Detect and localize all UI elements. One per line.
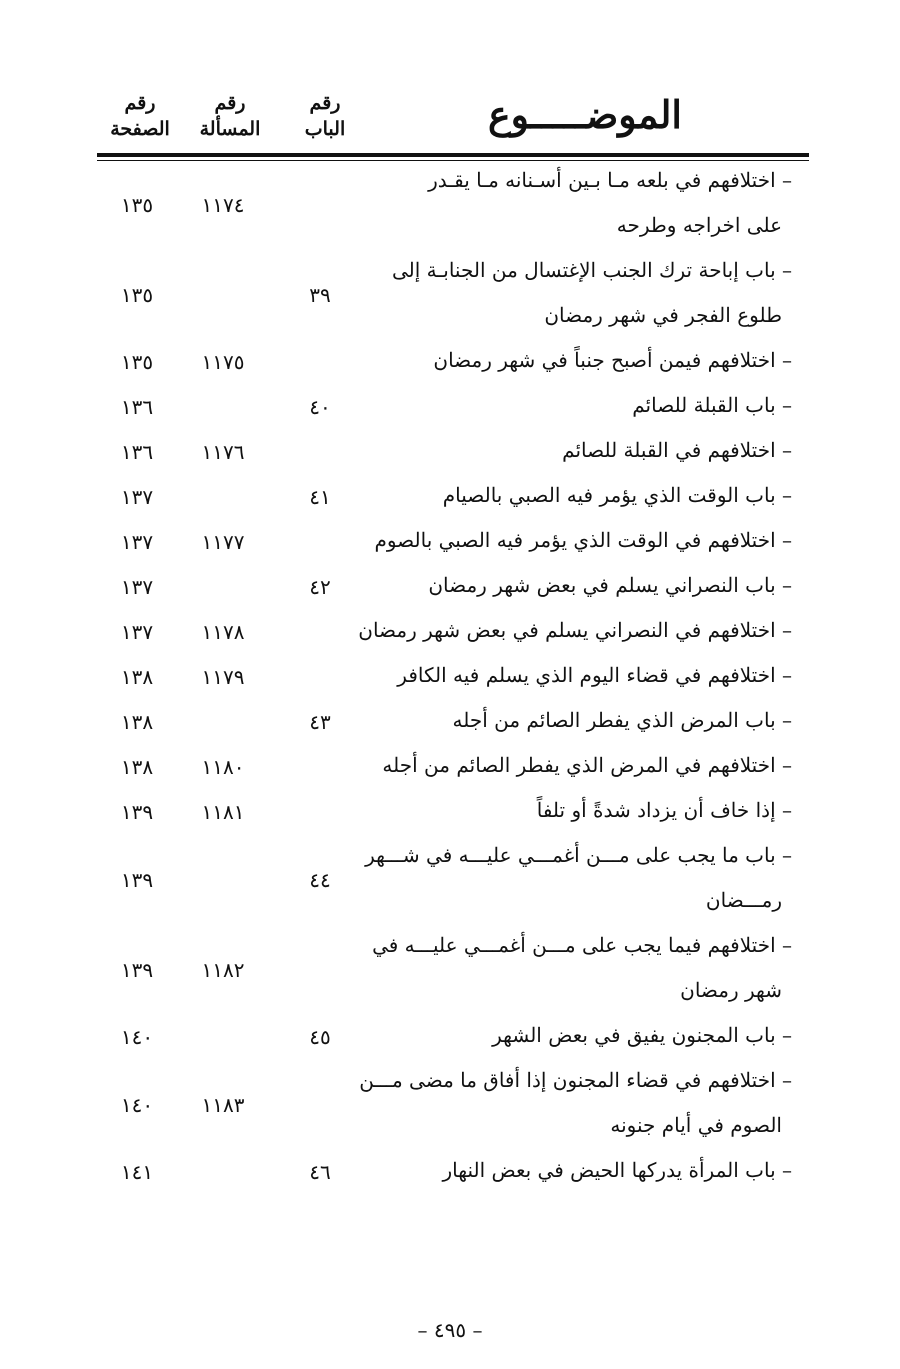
- toc-entry-title: – باب المرض الذي يفطر الصائم من أجله: [452, 708, 792, 732]
- column-header-masala-line1: رقم: [214, 92, 246, 114]
- toc-entry-title-continuation: طلوع الفجر في شهر رمضان: [544, 303, 782, 327]
- toc-entry-title: – اختلافهم في قضاء المجنون إذا أفاق ما مضى مـــن: [359, 1068, 792, 1092]
- page-ref-number: ١٣٥: [120, 193, 154, 217]
- chapter-number: ٤٣: [309, 710, 331, 734]
- toc-entry-title: – باب النصراني يسلم في بعض شهر رمضان: [428, 573, 792, 597]
- issue-number: ١١٧٦: [201, 440, 245, 464]
- page-ref-number: ١٣٦: [120, 395, 154, 419]
- chapter-number: ٤٦: [309, 1160, 331, 1184]
- page-ref-number: ١٣٩: [120, 958, 154, 982]
- column-header-bab-line2: الباب: [304, 118, 346, 140]
- page-ref-number: ١٤١: [120, 1160, 154, 1184]
- chapter-number: ٤٥: [309, 1025, 331, 1049]
- issue-number: ١١٨١: [201, 800, 245, 824]
- toc-entry-title: – اختلافهم في المرض الذي يفطر الصائم من أجله: [382, 753, 792, 777]
- column-header-safha-line2: الصفحة: [110, 118, 170, 140]
- column-header-bab-line1: رقم: [309, 92, 341, 114]
- page-ref-number: ١٣٨: [120, 665, 154, 689]
- toc-entry-title: – اختلافهم في قضاء اليوم الذي يسلم فيه الكافر: [397, 663, 792, 687]
- toc-entry-title: – باب القبلة للصائم: [632, 393, 792, 417]
- chapter-number: ٤٢: [309, 575, 331, 599]
- toc-entry-title: – باب إباحة ترك الجنب الإغتسال من الجنابـة إلى: [392, 258, 792, 282]
- toc-entry-title: – اختلافهم في بلعه مـا بـين أسـنانه مـا يقـدر: [428, 168, 792, 192]
- page-number: – ٤٩٥ –: [417, 1318, 483, 1342]
- issue-number: ١١٧٩: [201, 665, 245, 689]
- page-ref-number: ١٣٨: [120, 710, 154, 734]
- page-ref-number: ١٣٧: [120, 530, 154, 554]
- page-ref-number: ١٣٧: [120, 620, 154, 644]
- toc-entry-title: – باب الوقت الذي يؤمر فيه الصبي بالصيام: [442, 483, 792, 507]
- page-title: الموضـــــوع: [488, 92, 682, 137]
- page-ref-number: ١٣٥: [120, 350, 154, 374]
- page-ref-number: ١٣٨: [120, 755, 154, 779]
- column-header-masala-line2: المسألة: [199, 118, 261, 140]
- chapter-number: ٤٠: [309, 395, 331, 419]
- toc-entry-title: – باب المجنون يفيق في بعض الشهر: [492, 1023, 792, 1047]
- issue-number: ١١٧٥: [201, 350, 245, 374]
- toc-entry-title: – إذا خاف أن يزداد شدةً أو تلفاً: [536, 798, 792, 822]
- issue-number: ١١٨٣: [201, 1093, 245, 1117]
- issue-number: ١١٨٠: [201, 755, 245, 779]
- column-header-safha: [85, 90, 195, 142]
- issue-number: ١١٧٤: [201, 193, 245, 217]
- chapter-number: ٤٤: [309, 868, 331, 892]
- chapter-number: ٤١: [309, 485, 331, 509]
- header-divider-thin: [97, 160, 809, 161]
- toc-entry-title-continuation: شهر رمضان: [680, 978, 782, 1002]
- page-ref-number: ١٣٥: [120, 283, 154, 307]
- page-ref-number: ١٣٩: [120, 868, 154, 892]
- toc-entry-title-continuation: الصوم في أيام جنونه: [610, 1113, 782, 1137]
- column-header-safha-line1: رقم: [124, 92, 156, 114]
- page-ref-number: ١٤٠: [120, 1093, 154, 1117]
- toc-entry-title: – اختلافهم فيمن أصبح جنباً في شهر رمضان: [433, 348, 792, 372]
- chapter-number: ٣٩: [309, 283, 331, 307]
- toc-entry-title: – اختلافهم في النصراني يسلم في بعض شهر رمضان: [358, 618, 792, 642]
- toc-entry-title: – باب المرأة يدركها الحيض في بعض النهار: [442, 1158, 792, 1182]
- toc-entry-title: – اختلافهم فيما يجب على مـــن أغمـــي عليـــه في: [372, 933, 792, 957]
- column-header-bab: [270, 90, 380, 142]
- toc-entry-title: – اختلافهم في القبلة للصائم: [562, 438, 792, 462]
- page-ref-number: ١٤٠: [120, 1025, 154, 1049]
- page-ref-number: ١٣٦: [120, 440, 154, 464]
- toc-entry-title-continuation: على اخراجه وطرحه: [616, 213, 782, 237]
- issue-number: ١١٨٢: [201, 958, 245, 982]
- page-ref-number: ١٣٩: [120, 800, 154, 824]
- toc-entry-title-continuation: رمـــضان: [705, 888, 782, 912]
- toc-entry-title: – باب ما يجب على مـــن أغمـــي عليـــه في شـــهر: [365, 843, 792, 867]
- page-ref-number: ١٣٧: [120, 575, 154, 599]
- page-ref-number: ١٣٧: [120, 485, 154, 509]
- issue-number: ١١٧٨: [201, 620, 245, 644]
- toc-entry-title: – اختلافهم في الوقت الذي يؤمر فيه الصبي بالصوم: [374, 528, 792, 552]
- header-divider-thick: [97, 153, 809, 157]
- issue-number: ١١٧٧: [201, 530, 245, 554]
